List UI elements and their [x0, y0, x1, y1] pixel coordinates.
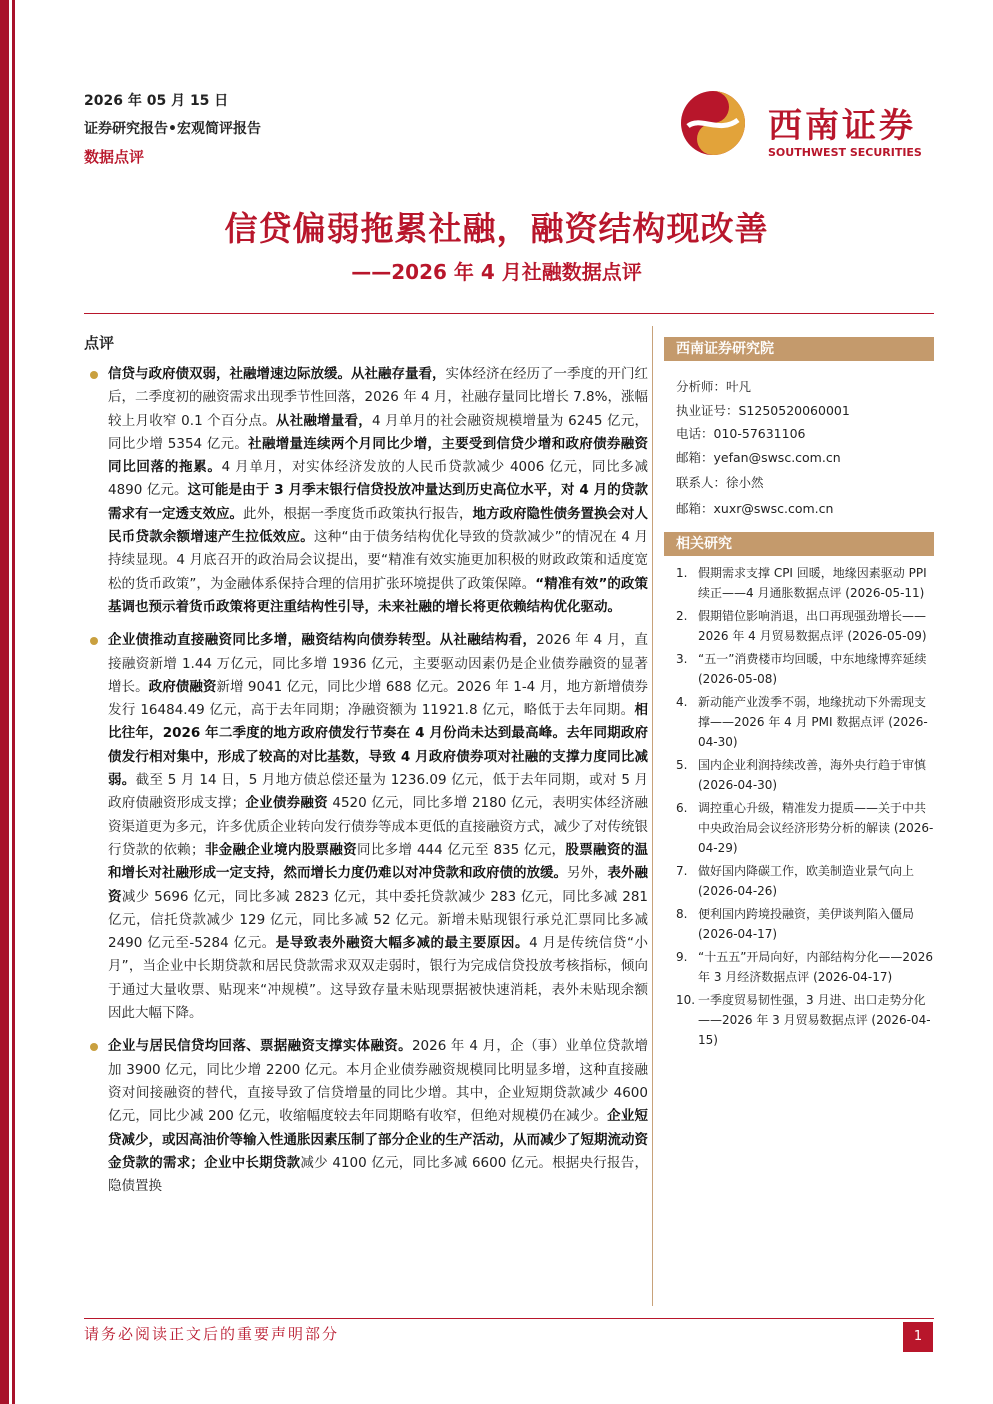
emphasis-text: “精准有效”的政策基调也预示着货币政策将更注重结构性引导，未来社融的增长将更依赖结构优化驱动。 [108, 575, 648, 615]
bullet-icon [90, 637, 98, 645]
section-heading: 点评 [84, 334, 115, 352]
related-research-title[interactable]: 做好国内降碳工作，欧美制造业景气向上 (2026-04-26) [698, 864, 915, 898]
related-research-item[interactable] [676, 990, 934, 1050]
commentary-paragraph [88, 629, 648, 1025]
emphasis-text: 表外融资 [108, 865, 648, 905]
related-research-item[interactable] [676, 755, 934, 795]
related-research-number: 5. [676, 758, 688, 772]
body-text: 2026 年 4 月，直接融资新增 1.44 万亿元，同比多增 1936 亿元，主要驱动因素仍是企业债券融资的显著增长。 [108, 632, 648, 695]
commentary-paragraph [88, 1035, 648, 1198]
contact-name: 联系人：徐小然 [676, 475, 764, 490]
body-text: 这种“由于债务结构优化导致的贷款减少”的情况在 4 月持续显现。4 月底召开的政治局会议提出，要“精准有效实施更加积极的财政政策和适度宽松的货币政策”，为金融体系保持合理的信用扩张环境提供了政策保障。 [108, 529, 648, 592]
related-research-number: 7. [676, 864, 688, 878]
company-logo [678, 88, 938, 160]
related-research-number: 9. [676, 950, 688, 964]
related-research-title[interactable]: “十五五”开局向好，内部结构分化——2026 年 3 月经济数据点评 (2026-04-17) [698, 950, 933, 984]
report-type: 证券研究报告•宏观简评报告 [84, 121, 261, 137]
analyst-license: 执业证号：S1250520060001 [676, 402, 850, 418]
logo-text-cn: 西南证券 [768, 106, 916, 146]
emphasis-text: 地方政府隐性债务置换会对人民币贷款余额增速产生拉低效应。 [108, 505, 648, 546]
related-research-heading: 相关研究 [664, 532, 934, 556]
related-research-item[interactable] [676, 649, 934, 689]
related-research-item[interactable] [676, 563, 934, 603]
header-divider [84, 313, 934, 314]
footer-notice: 请务必阅读正文后的重要声明部分 [84, 1325, 340, 1343]
emphasis-text: 企业债推动直接融资同比多增，融资结构向债券转型。从社融结构看， [108, 632, 537, 649]
related-research-list [676, 563, 934, 1053]
related-research-number: 4. [676, 695, 688, 709]
bullet-icon [90, 371, 98, 379]
emphasis-text: 这可能是由于 3 月季末银行信贷投放冲量达到历史高位水平，对 4 月的贷款需求有一定透支效应。 [108, 482, 648, 522]
related-research-item[interactable] [676, 947, 934, 987]
body-text: 4520 亿元，同比多增 2180 亿元，表明实体经济融资渠道更为多元，许多优质企业转向发行债券等成本更低的直接融资方式，减少了对传统银行贷款的依赖； [108, 795, 649, 858]
report-date: 2026 年 05 月 15 日 [84, 93, 229, 109]
commentary-paragraph [88, 363, 648, 619]
analyst-name: 分析师：叶凡 [676, 379, 752, 394]
related-research-title[interactable]: 假期错位影响消退，出口再现强劲增长——2026 年 4 月贸易数据点评 (2026-05-09) [698, 609, 927, 643]
related-research-title[interactable]: 新动能产业泼季不弱，地缘扰动下外需现支撑——2026 年 4 月 PMI 数据点评 (2026-04-30) [698, 695, 928, 749]
emphasis-text: 信贷与政府债双弱，社融增速边际放缓。从社融存量看， [108, 366, 446, 382]
body-text: 实体经济在经历了一季度的开门红后，二季度初的融资需求出现季节性回落，2026 年 4 月，社融存量同比增长 7.8%，涨幅较上月收窄 0.1 个百分点。 [108, 366, 648, 429]
emphasis-text: 企业与居民信贷均回落、票据融资支撑实体融资。 [108, 1038, 412, 1055]
emphasis-text: 非金融企业境内股票融资 [204, 841, 357, 858]
emphasis-text: 是导致表外融资大幅多减的最主要原因。 [275, 935, 530, 952]
related-research-title[interactable]: 假期需求支撑 CPI 回暖，地缘因素驱动 PPI 续正——4 月通胀数据点评 (2026-05-11) [698, 566, 927, 600]
related-research-number: 2. [676, 609, 688, 623]
emphasis-text: 股票融资的温和增长对社融形成一定支持，然而增长力度仍难以对冲贷款和政府债的放缓。 [108, 841, 649, 882]
report-tag: 数据点评 [84, 148, 145, 166]
page-subtitle: ——2026 年 4 月社融数据点评 [351, 260, 642, 284]
related-research-number: 3. [676, 652, 688, 666]
analyst-email[interactable]: 邮箱：yefan@swsc.com.cn [676, 449, 841, 465]
institute-heading: 西南证券研究院 [664, 337, 934, 361]
related-research-title[interactable]: “五一”消费楼市均回暖，中东地缘博弈延续 (2026-05-08) [698, 652, 927, 686]
related-research-title[interactable]: 国内企业利润持续改善，海外央行趋于审慎 (2026-04-30) [698, 758, 927, 792]
emphasis-text: 从社融增量看， [275, 412, 372, 429]
body-text: 2026 年 4 月，企（事）业单位贷款增加 3900 亿元，同比少增 2200 亿元。本月企业债券融资规模同比明显多增，这种直接融资对间接融资的替代，直接导致了信贷增量的同比少增。其中，企业短期贷款减少 4600 亿元，同比少减 200 亿元，收缩幅度较去年同期略有收窄，但绝对规模仍在减少。 [108, 1038, 649, 1125]
body-text: 此外，根据一季度货币政策执行报告， [243, 505, 473, 522]
emphasis-text: 政府债融资 [148, 678, 217, 695]
commentary-body [88, 363, 648, 1208]
related-research-number: 6. [676, 801, 688, 815]
body-text: 截至 5 月 14 日，5 月地方债总偿还量为 1236.09 亿元，低于去年同期，或对 5 月政府债融资形成支撑； [108, 772, 648, 812]
related-research-title[interactable]: 调控重心升级，精准发力提质——关于中共中央政治局会议经济形势分析的解读 (2026-04-29) [698, 801, 934, 855]
body-text: 新增 9041 亿元，同比少增 688 亿元。2026 年 1-4 月，地方新增债券发行 16484.49 亿元，高于去年同期；净融资额为 11921.8 亿元，略低于去年同期。 [108, 678, 649, 719]
body-text: 4 月是传统信贷“小月”，当企业中长期贷款和居民贷款需求双双走弱时，银行为完成信贷投放考核指标，倾向于通过大量收票、贴现来“冲规模”。这导致存量未贴现票据被快速消耗，表外未贴现余额因此大幅下降。 [108, 935, 649, 1022]
related-research-number: 8. [676, 907, 688, 921]
footer-divider [84, 1318, 934, 1319]
emphasis-text: 相比往年，2026 年二季度的地方政府债发行节奏在 4 月份尚未达到最高峰。去年同期政府债发行相对集中，形成了较高的对比基数，导致 4 月政府债券项对社融的支撑力度同比减弱。 [108, 702, 648, 789]
related-research-item[interactable] [676, 798, 934, 858]
body-text: 减少 4100 亿元，同比多减 6600 亿元。根据央行报告，隐债置换 [108, 1154, 648, 1195]
related-research-item[interactable] [676, 904, 934, 944]
contact-email[interactable]: 邮箱：xuxr@swsc.com.cn [676, 500, 834, 516]
related-research-number: 10. [676, 993, 696, 1007]
related-research-item[interactable] [676, 861, 934, 901]
page-number: 1 [903, 1322, 933, 1352]
column-divider [652, 326, 653, 1306]
body-text: 减少 5696 亿元，同比多减 2823 亿元，其中委托贷款减少 283 亿元，同比多减 281 亿元，信托贷款减少 129 亿元，同比多减 52 亿元。新增未贴现银行承兑汇票同比多减 2490 亿元至-5284 亿元。 [108, 888, 648, 952]
body-text: 同比多增 444 亿元至 835 亿元， [357, 841, 566, 858]
logo-text-en: SOUTHWEST SECURITIES [768, 146, 922, 159]
analyst-phone: 电话：010-57631106 [676, 426, 806, 441]
page-title: 信贷偏弱拖累社融，融资结构现改善 [224, 209, 769, 248]
logo-emblem-icon [680, 90, 746, 156]
related-research-title[interactable]: 便利国内跨境投融资，美伊谈判陷入僵局 (2026-04-17) [698, 907, 915, 941]
body-text: 4 月单月的社会融资规模增量为 6245 亿元，同比少增 5354 亿元。 [108, 412, 649, 452]
emphasis-text: 企业短贷减少，或因高油价等输入性通胀因素压制了部分企业的生产活动，从而减少了短期流动资金贷款的需求；企业中长期贷款 [108, 1108, 648, 1171]
bullet-icon [90, 1043, 98, 1051]
emphasis-text: 社融增量连续两个月同比少增，主要受到信贷少增和政府债券融资同比回落的拖累。 [108, 435, 648, 476]
related-research-item[interactable] [676, 692, 934, 752]
related-research-number: 1. [676, 566, 688, 580]
related-research-title[interactable]: 一季度贸易韧性强，3 月进、出口走势分化——2026 年 3 月贸易数据点评 (2026-04-15) [698, 993, 931, 1047]
related-research-item[interactable] [676, 606, 934, 646]
analyst-info [676, 375, 934, 520]
body-text: 另外， [567, 865, 608, 882]
emphasis-text: 企业债券融资 [245, 795, 328, 812]
body-text: 4 月单月，对实体经济发放的人民币贷款减少 4006 亿元，同比多减 4890 亿元。 [108, 459, 648, 499]
